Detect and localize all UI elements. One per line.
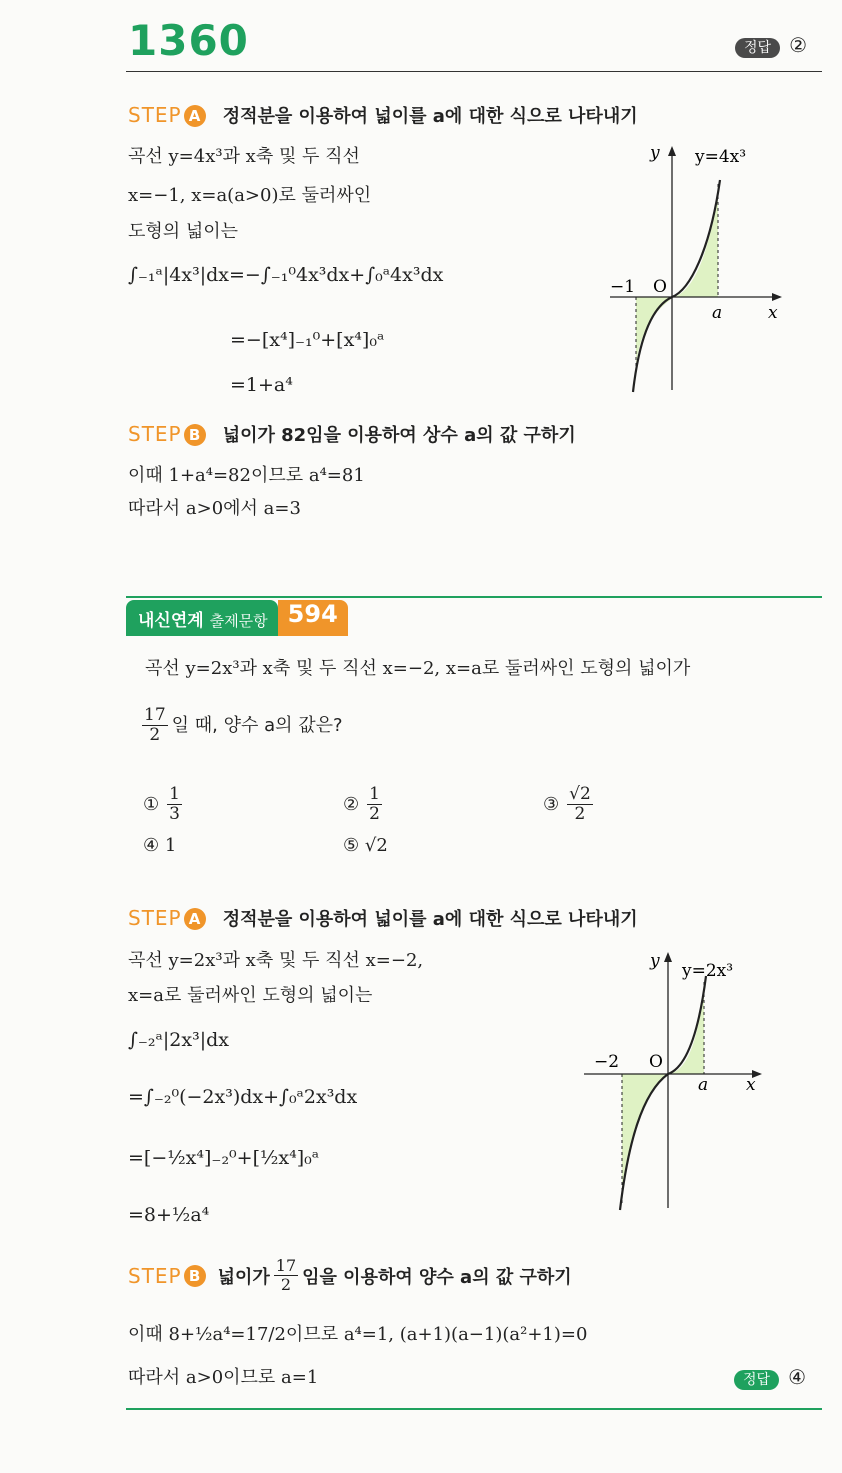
sol1-line3: 도형의 넓이는 — [128, 221, 239, 242]
sol1-eq2: =−[x⁴]₋₁⁰+[x⁴]₀ᵃ — [230, 329, 385, 351]
curve-label: y=2x³ — [682, 961, 734, 981]
question-line2 — [142, 707, 343, 744]
step-letter-a: A — [184, 105, 206, 127]
curve-label: y=4x³ — [695, 147, 747, 167]
step-a-heading — [128, 102, 638, 128]
shaded-region-right — [668, 983, 704, 1074]
graph-1 — [600, 140, 790, 395]
sol2-step-b-heading: STEP B 넓이가 $\frac{17}{2}$ 임을 이용하여 양수 a의 값 구하기 — [128, 1256, 572, 1294]
sol2-step-b-fraction: $\frac{17}{2}$ — [275, 1256, 297, 1294]
shaded-region-left — [636, 297, 672, 365]
related-tab-sub: 출제문항 — [209, 612, 268, 630]
step-b-title: 넓이가 82임을 이용하여 상수 a의 값 구하기 — [222, 425, 576, 446]
sol2-answer-value: ④ — [788, 1365, 807, 1389]
sol1-eq3: =1+a⁴ — [230, 374, 293, 396]
choice-5[interactable]: ⑤ √2 — [343, 835, 388, 856]
y-axis-label: y — [650, 951, 660, 971]
choice-2[interactable]: ② $\frac{1}{2}$ — [343, 784, 380, 824]
origin-label: O — [653, 277, 667, 297]
sol1-line1: 곡선 y=4x³과 x축 및 두 직선 — [128, 146, 360, 167]
related-number: 594 — [278, 600, 348, 636]
step-letter-b: B — [184, 424, 206, 446]
choice-4[interactable]: ④ 1 — [143, 835, 177, 856]
answer-value: ② — [789, 33, 808, 57]
step-label: STEP — [128, 422, 182, 446]
related-tab-label: 내신연계 — [138, 611, 204, 631]
sol1-eq1: ∫₋₁ᵃ|4x³|dx=−∫₋₁⁰4x³dx+∫₀ᵃ4x³dx — [128, 264, 444, 286]
sol1-line4: 이때 1+a⁴=82이므로 a⁴=81 — [128, 465, 365, 486]
question-fraction: $\frac{17}{2}$ — [144, 705, 166, 745]
a-tick-label: a — [698, 1075, 709, 1095]
related-tab — [126, 600, 348, 636]
sol2-eq3: =[−½x⁴]₋₂⁰+[½x⁴]₀ᵃ — [128, 1147, 320, 1169]
sol2-step-a-title: 정적분을 이용하여 넓이를 a에 대한 식으로 나타내기 — [222, 909, 638, 930]
sol1-line2: x=−1, x=a(a>0)로 둘러싸인 — [128, 185, 372, 206]
x-axis-label: x — [746, 1075, 756, 1095]
neg-tick-label: −1 — [610, 277, 636, 297]
answer-box — [735, 33, 807, 57]
step-b-heading — [128, 421, 576, 447]
choice-3[interactable]: ③ $\frac{√2}{2}$ — [543, 784, 591, 824]
sol2-step-b-title: 임을 이용하여 양수 a의 값 구하기 — [302, 1266, 572, 1288]
sol2-line4: 따라서 a>0이므로 a=1 — [128, 1367, 319, 1388]
sol2-answer-box — [734, 1365, 806, 1389]
y-axis-label: y — [650, 143, 660, 163]
x-axis-label: x — [768, 303, 778, 323]
a-tick-label: a — [712, 303, 723, 323]
graph-2 — [580, 948, 770, 1213]
sol2-eq4: =8+½a⁴ — [128, 1204, 210, 1226]
sol2-line1: 곡선 y=2x³과 x축 및 두 직선 x=−2, — [128, 950, 424, 971]
shaded-region-left — [622, 1074, 668, 1203]
footer-divider — [126, 1408, 822, 1410]
related-divider — [126, 596, 822, 598]
neg-tick-label: −2 — [594, 1052, 620, 1072]
question-text: 일 때, 양수 a의 값은? — [171, 714, 343, 736]
shaded-region-right — [672, 185, 718, 297]
step-label: STEP — [128, 103, 182, 127]
sol2-step-a-heading: STEP A 정적분을 이용하여 넓이를 a에 대한 식으로 나타내기 — [128, 906, 638, 930]
origin-label: O — [649, 1052, 663, 1072]
choice-1[interactable]: ① $\frac{1}{3}$ — [143, 784, 180, 824]
step-a-title: 정적분을 이용하여 넓이를 a에 대한 식으로 나타내기 — [222, 106, 638, 127]
header-divider — [126, 71, 822, 72]
sol2-line2: x=a로 둘러싸인 도형의 넓이는 — [128, 985, 373, 1006]
sol2-eq2: =∫₋₂⁰(−2x³)dx+∫₀ᵃ2x³dx — [128, 1086, 358, 1108]
problem-number: 1360 — [128, 16, 249, 65]
sol2-eq1: ∫₋₂ᵃ|2x³|dx — [128, 1029, 229, 1051]
answer-label: 정답 — [735, 38, 780, 58]
sol2-answer-label: 정답 — [734, 1370, 779, 1390]
sol2-line3: 이때 8+½a⁴=17/2이므로 a⁴=1, (a+1)(a−1)(a²+1)=0 — [128, 1324, 588, 1345]
sol1-line5: 따라서 a>0에서 a=3 — [128, 498, 301, 519]
question-line1: 곡선 y=2x³과 x축 및 두 직선 x=−2, x=a로 둘러싸인 도형의 넓이가 — [145, 658, 691, 679]
